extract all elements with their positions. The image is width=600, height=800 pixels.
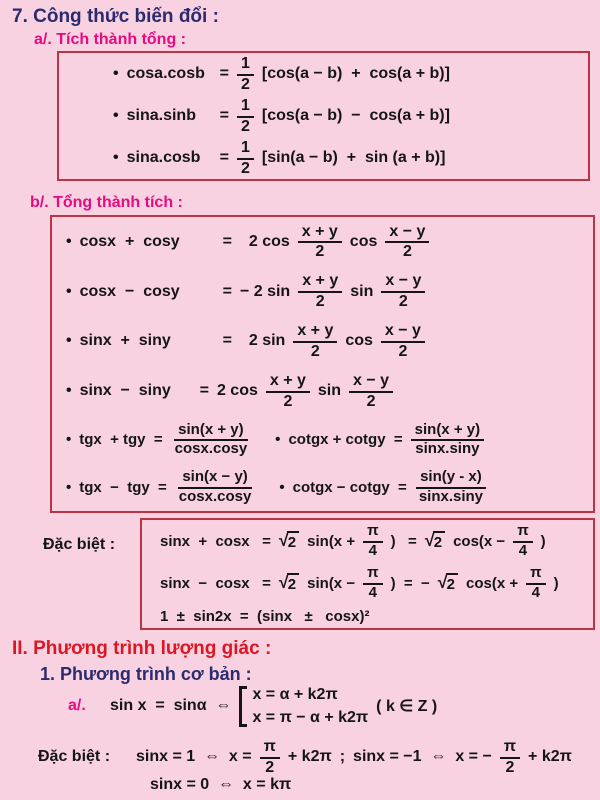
fraction <box>298 223 342 261</box>
cases-group <box>239 686 368 727</box>
math-text: sinx + cosx = <box>160 532 271 550</box>
math-text: sin <box>350 282 374 300</box>
fraction-numerator: x + y <box>293 322 337 343</box>
fraction-numerator: sin(x + y) <box>411 422 484 442</box>
fraction-numerator: x + y <box>298 272 342 293</box>
formula-row-one-plusminus-sin2x <box>160 608 593 625</box>
math-text: 2 sin <box>239 332 286 350</box>
heading-phuong-trinh-co-ban: 1. Phương trình cơ bản : <box>40 664 252 684</box>
fraction <box>237 139 254 177</box>
math-text: sinx − siny <box>79 382 171 400</box>
math-text: tgx − tgy = <box>79 478 167 496</box>
math-text: 1 ± sin2x = (sinx ± cosx)² <box>160 607 370 625</box>
fraction <box>171 422 252 458</box>
math-text: − 2 sin <box>239 282 291 300</box>
fraction-numerator: sin(x − y) <box>178 469 251 489</box>
fraction-denominator: cosx.cosy <box>174 440 248 458</box>
formula-sinx-equals-1-and-minus1 <box>136 738 572 776</box>
math-text: cotgx − cotgy = <box>292 478 407 496</box>
fraction <box>381 272 425 310</box>
fraction <box>500 738 520 776</box>
item-a-label: a/. <box>68 697 86 714</box>
formula-row-cosacosb <box>113 55 588 93</box>
math-text: cosx − cosy <box>79 282 180 300</box>
fraction-numerator: sin(x + y) <box>174 422 247 442</box>
fraction-denominator: 2 <box>398 293 408 311</box>
fraction-denominator: cosx.cosy <box>178 487 252 505</box>
special-identities-box <box>140 518 595 630</box>
fraction <box>381 322 425 360</box>
square-root <box>425 531 445 551</box>
fraction-denominator: 4 <box>368 541 377 559</box>
math-text: ) = − <box>390 574 430 592</box>
fraction <box>385 223 429 261</box>
fraction <box>293 322 337 360</box>
fraction-denominator: 2 <box>240 117 250 135</box>
math-text: ( k ∈ Z ) <box>376 698 438 715</box>
fraction-denominator: 4 <box>531 583 541 601</box>
fraction-denominator: 2 <box>402 243 412 261</box>
formula-sinx-equals-sinalpha <box>110 686 437 727</box>
math-text: sinx = −1 ⇔ x = − <box>353 748 492 765</box>
math-text: = <box>222 332 232 350</box>
math-text: ) <box>553 574 559 592</box>
fraction <box>237 97 254 135</box>
fraction <box>349 372 393 410</box>
fraction-denominator: 2 <box>283 392 293 410</box>
math-text: ; <box>339 748 346 765</box>
math-text: = <box>219 65 229 82</box>
bullet-icon: • <box>66 382 72 400</box>
fraction-numerator: x + y <box>298 223 342 244</box>
math-text: = <box>219 107 229 124</box>
subheading-tich-thanh-tong: a/. Tích thành tổng : <box>34 31 186 48</box>
fraction-denominator: 2 <box>505 758 515 776</box>
math-text: [cos(a − b) − cos(a + b)] <box>261 107 450 124</box>
math-text: cos <box>345 332 373 350</box>
sum-to-product-box <box>50 215 595 513</box>
fraction-numerator: x − y <box>385 223 429 244</box>
subheading-tong-thanh-tich: b/. Tổng thành tích : <box>30 194 183 211</box>
fraction-numerator: x − y <box>349 372 393 393</box>
fraction-numerator: x − y <box>381 272 425 293</box>
fraction <box>411 422 484 458</box>
square-root <box>438 573 458 593</box>
fraction-numerator: 1 <box>237 97 254 118</box>
formula-row-sinacosb <box>113 139 588 177</box>
math-text: cosa.cosb <box>126 65 205 82</box>
formula-row-cosx-minus-cosy <box>66 272 593 310</box>
math-text: ) <box>540 532 546 550</box>
math-text: cotgx + cotgy = <box>288 431 403 449</box>
math-text: sin <box>317 382 342 400</box>
fraction <box>175 469 256 505</box>
fraction-numerator: x − y <box>381 322 425 343</box>
fraction-denominator: 2 <box>240 75 250 93</box>
special-cases-row <box>38 736 572 778</box>
fraction-numerator: x + y <box>266 372 310 393</box>
fraction <box>298 272 342 310</box>
math-text: sinx + siny <box>79 332 171 350</box>
fraction-numerator: π <box>526 565 545 585</box>
math-text: sin(x + <box>307 532 356 550</box>
math-text: sinx = 0 ⇔ x = kπ <box>150 776 292 793</box>
radical-icon: √ <box>424 530 435 551</box>
formula-row-tg-minus <box>66 469 593 505</box>
fraction-denominator: 2 <box>240 159 250 177</box>
fraction-denominator: 2 <box>366 392 376 410</box>
square-root <box>279 531 299 551</box>
dac-biet-label-2: Đặc biệt : <box>38 748 111 765</box>
math-text: cosx + cosy <box>79 232 180 250</box>
fraction-numerator: 1 <box>237 139 254 160</box>
bullet-icon: • <box>113 149 119 166</box>
math-text: + k2π <box>287 748 332 765</box>
math-text: 2 cos <box>216 382 258 400</box>
fraction-numerator: π <box>363 565 382 585</box>
math-text: = <box>199 382 209 400</box>
formula-row-sinx-minus-siny <box>66 372 593 410</box>
math-text: = <box>222 232 232 250</box>
fraction-denominator: 2 <box>315 243 325 261</box>
math-text: sina.cosb <box>126 149 201 166</box>
fraction-denominator: 2 <box>310 342 320 360</box>
math-text: sina.sinb <box>126 107 196 124</box>
math-text: sinx − cosx = <box>160 574 271 592</box>
radicand: 2 <box>433 531 445 551</box>
math-text: sinx = 1 ⇔ x = <box>136 748 252 765</box>
bullet-icon: • <box>66 478 72 496</box>
left-bracket-icon <box>239 686 247 727</box>
heading-cong-thuc-bien-doi: 7. Công thức biến đổi : <box>12 6 219 27</box>
fraction-denominator: 2 <box>398 342 408 360</box>
basic-equation-row <box>68 678 437 734</box>
fraction <box>363 565 382 601</box>
radical-icon: √ <box>278 572 289 593</box>
math-text: [sin(a − b) + sin (a + b)] <box>261 149 446 166</box>
bullet-icon: • <box>113 65 119 82</box>
math-text: + k2π <box>528 748 572 765</box>
fraction-denominator: 4 <box>518 541 528 559</box>
formula-row-sinx-plus-cosx <box>160 523 593 559</box>
formula-row-tg-plus <box>66 422 593 458</box>
bullet-icon: • <box>275 431 281 449</box>
math-text: = <box>222 282 232 300</box>
case-line: x = π − α + k2π <box>252 708 369 726</box>
fraction <box>237 55 254 93</box>
radical-icon: √ <box>437 572 448 593</box>
bullet-icon: • <box>66 282 72 300</box>
heading-phuong-trinh-luong-giac: II. Phương trình lượng giác : <box>12 638 272 659</box>
math-text: tgx + tgy = <box>79 431 163 449</box>
bullet-icon: • <box>66 232 72 250</box>
dac-biet-label-1: Đặc biệt : <box>43 536 116 553</box>
fraction <box>363 523 382 559</box>
fraction <box>513 523 532 559</box>
math-text: = <box>219 149 229 166</box>
fraction <box>260 738 280 776</box>
math-text: sin(x − <box>307 574 356 592</box>
fraction <box>415 469 487 505</box>
square-root <box>279 573 299 593</box>
math-text: ) = <box>390 532 417 550</box>
product-to-sum-box <box>57 51 590 181</box>
fraction-numerator: sin(y - x) <box>416 469 486 489</box>
radical-icon: √ <box>278 530 289 551</box>
bullet-icon: • <box>279 478 285 496</box>
bullet-icon: • <box>113 107 119 124</box>
fraction-denominator: 2 <box>315 293 325 311</box>
math-text: [cos(a − b) + cos(a + b)] <box>261 65 450 82</box>
math-text: cos(x + <box>465 574 519 592</box>
fraction-numerator: π <box>363 523 382 543</box>
fraction-numerator: π <box>260 738 280 759</box>
radicand: 2 <box>446 573 458 593</box>
fraction-denominator: 2 <box>265 758 275 776</box>
math-text: sin x = sinα ⇔ <box>110 697 232 714</box>
fraction <box>526 565 545 601</box>
fraction <box>266 372 310 410</box>
case-line: x = α + k2π <box>252 685 338 703</box>
fraction-numerator: 1 <box>237 55 254 76</box>
fraction-denominator: sinx.siny <box>418 487 484 505</box>
fraction-denominator: 4 <box>368 583 377 601</box>
math-text: cos(x − <box>453 532 506 550</box>
formula-row-sinx-plus-siny <box>66 322 593 360</box>
formula-row-sinx-minus-cosx <box>160 565 593 601</box>
bullet-icon: • <box>66 332 72 350</box>
cases-lines <box>252 686 368 727</box>
formula-row-cosx-plus-cosy <box>66 223 593 261</box>
math-text: 2 cos <box>239 232 290 250</box>
radicand: 2 <box>287 573 299 593</box>
math-text: cos <box>349 232 378 250</box>
bullet-icon: • <box>66 431 72 449</box>
fraction-numerator: π <box>513 523 532 543</box>
fraction-numerator: π <box>500 738 520 759</box>
radicand: 2 <box>287 531 299 551</box>
fraction-denominator: sinx.siny <box>415 440 480 458</box>
formula-row-sinasinb <box>113 97 588 135</box>
formula-sinx-equals-0 <box>150 776 291 794</box>
